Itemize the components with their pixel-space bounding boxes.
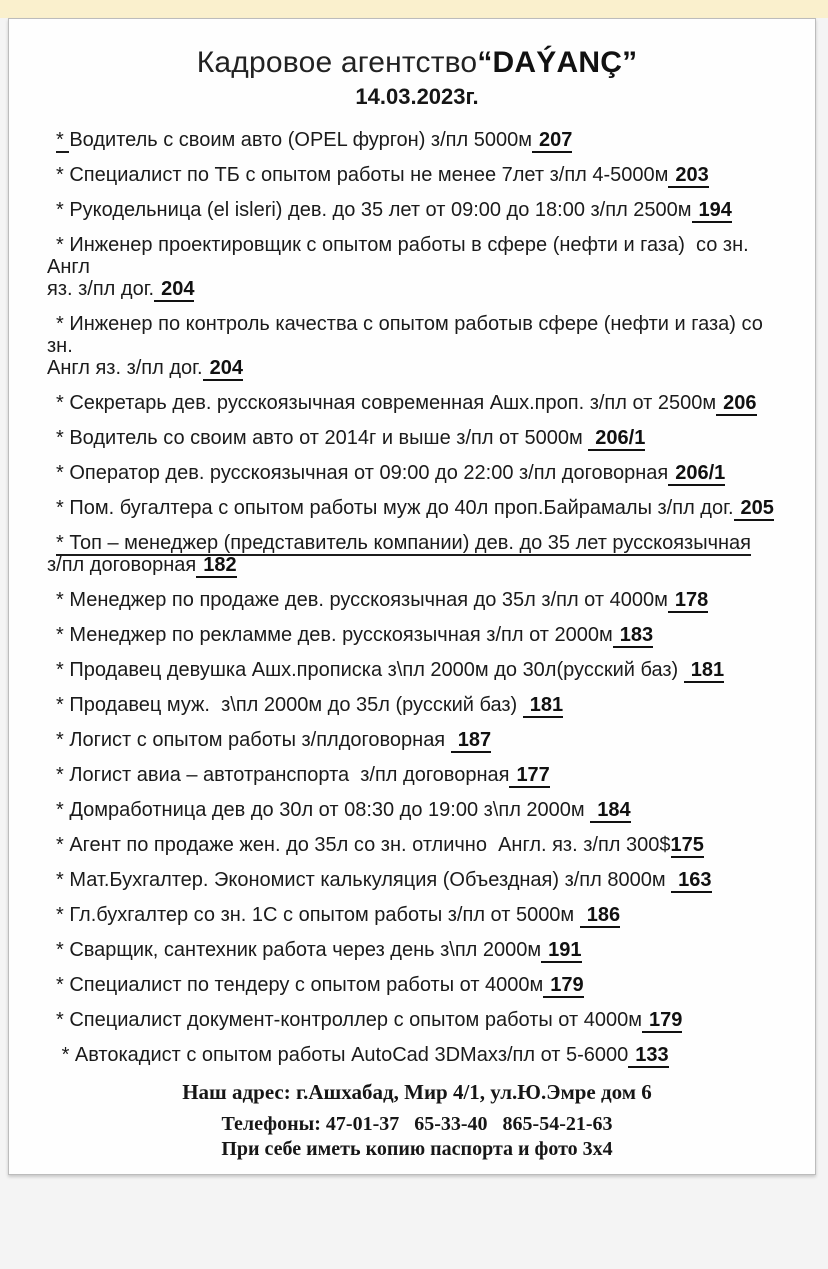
item-ref: 183 <box>613 624 653 648</box>
item-text: * Автокадист с опытом работы AutoCad 3DMaxз/пл от 5-6000 <box>56 1044 629 1066</box>
item-ref: 206 <box>716 392 756 416</box>
item-text: * Водитель со своим авто от 2014г и выше з/пл от 5000м <box>56 427 589 449</box>
item-text: * Пом. бугалтера с опытом работы муж до 40л проп.Байрамалы з/пл дог. <box>56 497 734 519</box>
item-ref: 204 <box>203 357 243 381</box>
job-item <box>47 234 787 300</box>
job-item <box>47 313 787 379</box>
item-ref: 177 <box>509 764 549 788</box>
item-ref: 206/1 <box>668 462 725 486</box>
item-text: * Водитель с своим авто (OPEL фургон) з/пл 5000м <box>56 129 532 151</box>
job-item <box>47 799 787 821</box>
item-text: * Менеджер по продаже дев. русскоязычная до 35л з/пл от 4000м <box>56 589 668 611</box>
item-text: * Специалист по ТБ с опытом работы не менее 7лет з/пл 4-5000м <box>56 164 669 186</box>
document-page <box>8 18 816 1175</box>
footer <box>47 1079 787 1162</box>
page-title <box>47 45 787 81</box>
item-ref: 191 <box>541 939 581 963</box>
item-ref: 181 <box>523 694 563 718</box>
item-ref: 207 <box>532 129 572 153</box>
agency-brand-name: “DAÝANÇ” <box>477 46 638 79</box>
item-ref: 194 <box>692 199 732 223</box>
job-item <box>47 974 787 996</box>
item-text: * Оператор дев. русскоязычная от 09:00 до 22:00 з/пл договорная <box>56 462 669 484</box>
item-text: * Домработница дев до 30л от 08:30 до 19:00 з\пл 2000м <box>56 799 591 821</box>
document-date: 14.03.2023г. <box>355 84 479 109</box>
item-text: * Специалист по тендеру с опытом работы от 4000м <box>56 974 544 996</box>
item-text: * Топ – менеджер (представитель компании) дев. до 35 лет русскоязычная з/пл договорная <box>47 532 751 576</box>
job-item <box>47 392 787 414</box>
job-item <box>47 497 787 519</box>
item-ref: 178 <box>668 589 708 613</box>
item-ref: 163 <box>671 869 711 893</box>
job-item <box>47 729 787 751</box>
job-item <box>47 589 787 611</box>
item-text: * Логист с опытом работы з/плдоговорная <box>56 729 451 751</box>
job-list <box>47 129 787 1066</box>
job-item <box>47 659 787 681</box>
job-item <box>47 1009 787 1031</box>
footer-address: Наш адрес: г.Ашхабад, Мир 4/1, ул.Ю.Эмре дом 6 <box>182 1080 652 1104</box>
item-text: * Инженер по контроль качества с опытом работыв сфере (нефти и газа) со зн. Англ яз. з/пл дог. <box>47 313 769 379</box>
job-item <box>47 904 787 926</box>
item-ref: 187 <box>451 729 491 753</box>
item-text: * Агент по продаже жен. до 35л со зн. отлично Англ. яз. з/пл 300$ <box>56 834 671 856</box>
item-text: * Секретарь дев. русскоязычная современная Ашх.проп. з/пл от 2500м <box>56 392 717 414</box>
item-text: * Рукодельница (el isleri) дев. до 35 лет от 09:00 до 18:00 з/пл 2500м <box>56 199 692 221</box>
top-band-decoration <box>0 0 828 18</box>
item-text: * Логист авиа – автотранспорта з/пл договорная <box>56 764 510 786</box>
footer-phones: Телефоны: 47-01-37 65-33-40 865-54-21-63 <box>221 1113 613 1135</box>
job-item <box>47 532 787 576</box>
item-text: * Продавец девушка Ашх.прописка з\пл 2000м до 30л(русский баз) <box>56 659 684 681</box>
agency-title-prefix: Кадровое агентство <box>196 46 478 79</box>
item-ref: 175 <box>670 834 704 856</box>
item-ref: 186 <box>580 904 620 928</box>
item-text: * Менеджер по рекламме дев. русскоязычная з/пл от 2000м <box>56 624 613 646</box>
item-ref: 179 <box>543 974 583 998</box>
job-item <box>47 939 787 961</box>
job-item <box>47 164 787 186</box>
job-item <box>47 694 787 716</box>
job-item <box>47 1044 787 1066</box>
item-ref: 205 <box>734 497 774 521</box>
job-item <box>47 427 787 449</box>
item-text: * Гл.бухгалтер со зн. 1С с опытом работы з/пл от 5000м <box>56 904 580 926</box>
item-ref: 182 <box>196 554 236 578</box>
item-text: * Продавец муж. з\пл 2000м до 35л (русский баз) <box>56 694 523 716</box>
job-item <box>47 869 787 891</box>
job-item <box>47 624 787 646</box>
job-item <box>47 764 787 786</box>
job-item <box>47 834 787 856</box>
item-text: * Мат.Бухгалтер. Экономист калькуляция (Объездная) з/пл 8000м <box>56 869 672 891</box>
item-ref: 184 <box>590 799 630 823</box>
item-ref: 181 <box>684 659 724 683</box>
job-item <box>47 129 787 151</box>
job-item <box>47 462 787 484</box>
item-text: * Сварщик, сантехник работа через день з\пл 2000м <box>56 939 542 961</box>
item-text: * Инженер проектировщик с опытом работы в сфере (нефти и газа) со зн. Англ яз. з/пл дог. <box>47 234 755 300</box>
item-ref: 179 <box>642 1009 682 1033</box>
item-ref: 206/1 <box>588 427 645 451</box>
footer-note: При себе иметь копию паспорта и фото 3х4 <box>221 1138 613 1160</box>
item-ref: 203 <box>668 164 708 188</box>
job-item <box>47 199 787 221</box>
item-text: * Специалист документ-контроллер с опытом работы от 4000м <box>56 1009 642 1031</box>
item-ref: 204 <box>154 278 194 302</box>
item-ref: 133 <box>628 1044 668 1068</box>
